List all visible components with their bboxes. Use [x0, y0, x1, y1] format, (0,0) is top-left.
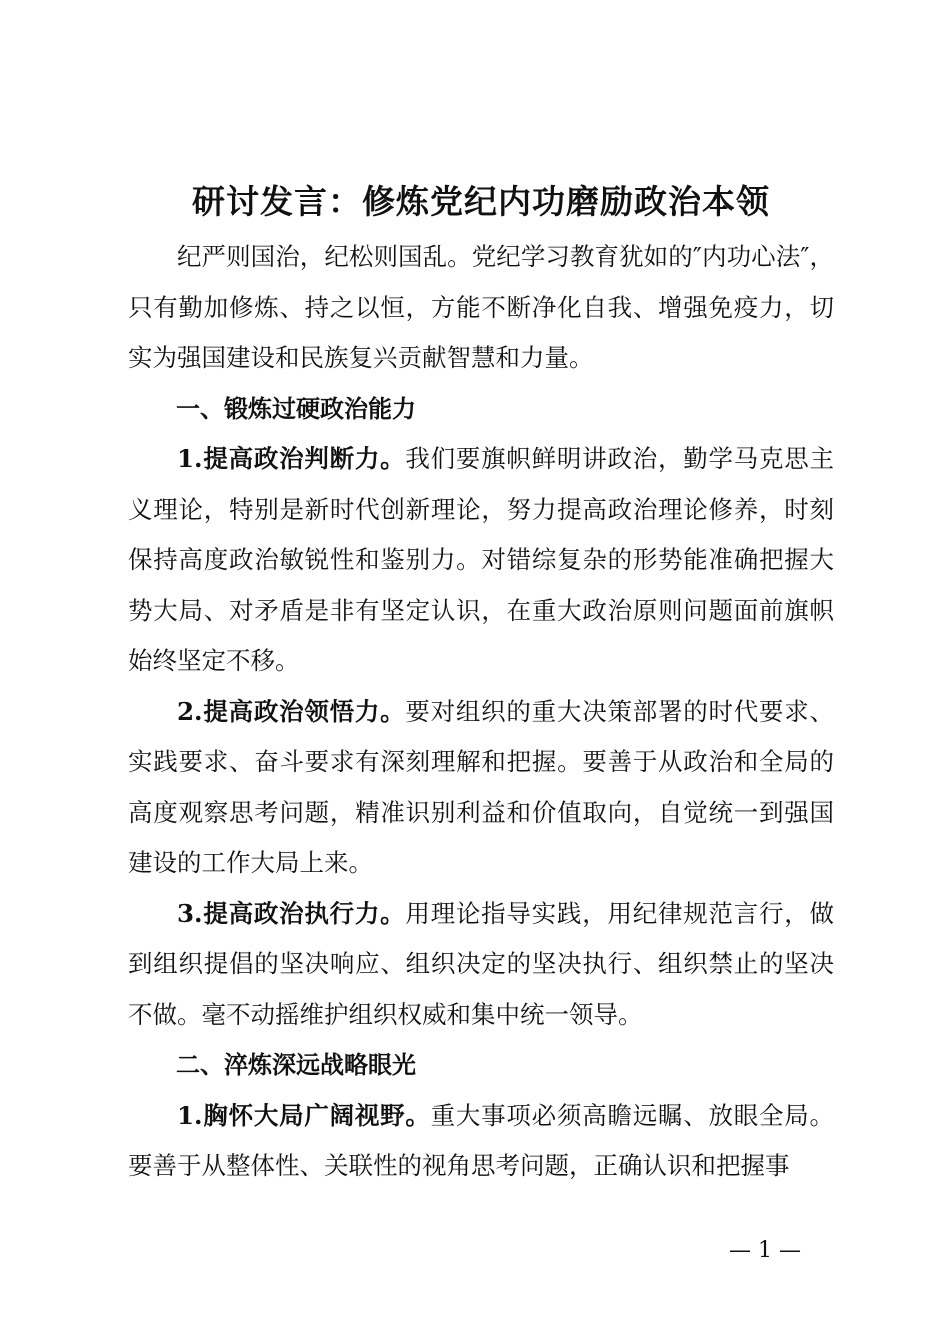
document-title: 研讨发言：修炼党纪内功磨励政治本领 [192, 182, 770, 221]
list-item [128, 687, 834, 889]
item-text: 用理论指导实践，用纪律规范言行，做到组织提倡的坚决响应、组织决定的坚决执行、组织禁止的坚决不做。毫不动摇维护组织权威和集中统一领导。 [128, 898, 834, 1029]
list-item [128, 1091, 834, 1192]
item-text: 我们要旗帜鲜明讲政治，勤学马克思主义理论，特别是新时代创新理论，努力提高政治理论修养，时刻保持高度政治敏锐性和鉴别力。对错综复杂的形势能准确把握大势大局、对矛盾是非有坚定认识，在重大政治原则问题面前旗帜始终坚定不移。 [128, 444, 834, 675]
item-lead: 3.提高政治执行力。 [177, 898, 406, 928]
item-lead: 1.提高政治判断力。 [177, 444, 406, 473]
item-text: 要对组织的重大决策部署的时代要求、实践要求、奋斗要求有深刻理解和把握。要善于从政治和全局的高度观察思考问题，精准识别利益和价值取向，自觉统一到强国建设的工作大局上来。 [128, 696, 834, 877]
item-text: 重大事项必须高瞻远瞩、放眼全局。要善于从整体性、关联性的视角思考问题，正确认识和把握事 [128, 1100, 835, 1180]
document-body [128, 232, 834, 1192]
list-item [128, 434, 834, 687]
item-lead: 1.胸怀大局广阔视野。 [177, 1100, 431, 1130]
section-heading-1: 一、锻炼过硬政治能力 [176, 394, 416, 423]
intro-paragraph: 纪严则国治，纪松则国乱。党纪学习教育犹如的″内功心法″，只有勤加修炼、持之以恒，方能不断净化自我、增强免疫力，切实为强国建设和民族复兴贡献智慧和力量。 [128, 242, 834, 372]
list-item [128, 889, 834, 1041]
section-heading-2: 二、淬炼深远战略眼光 [176, 1051, 416, 1079]
item-lead: 2.提高政治领悟力。 [177, 696, 406, 726]
page-number: — 1 — [729, 1238, 801, 1263]
